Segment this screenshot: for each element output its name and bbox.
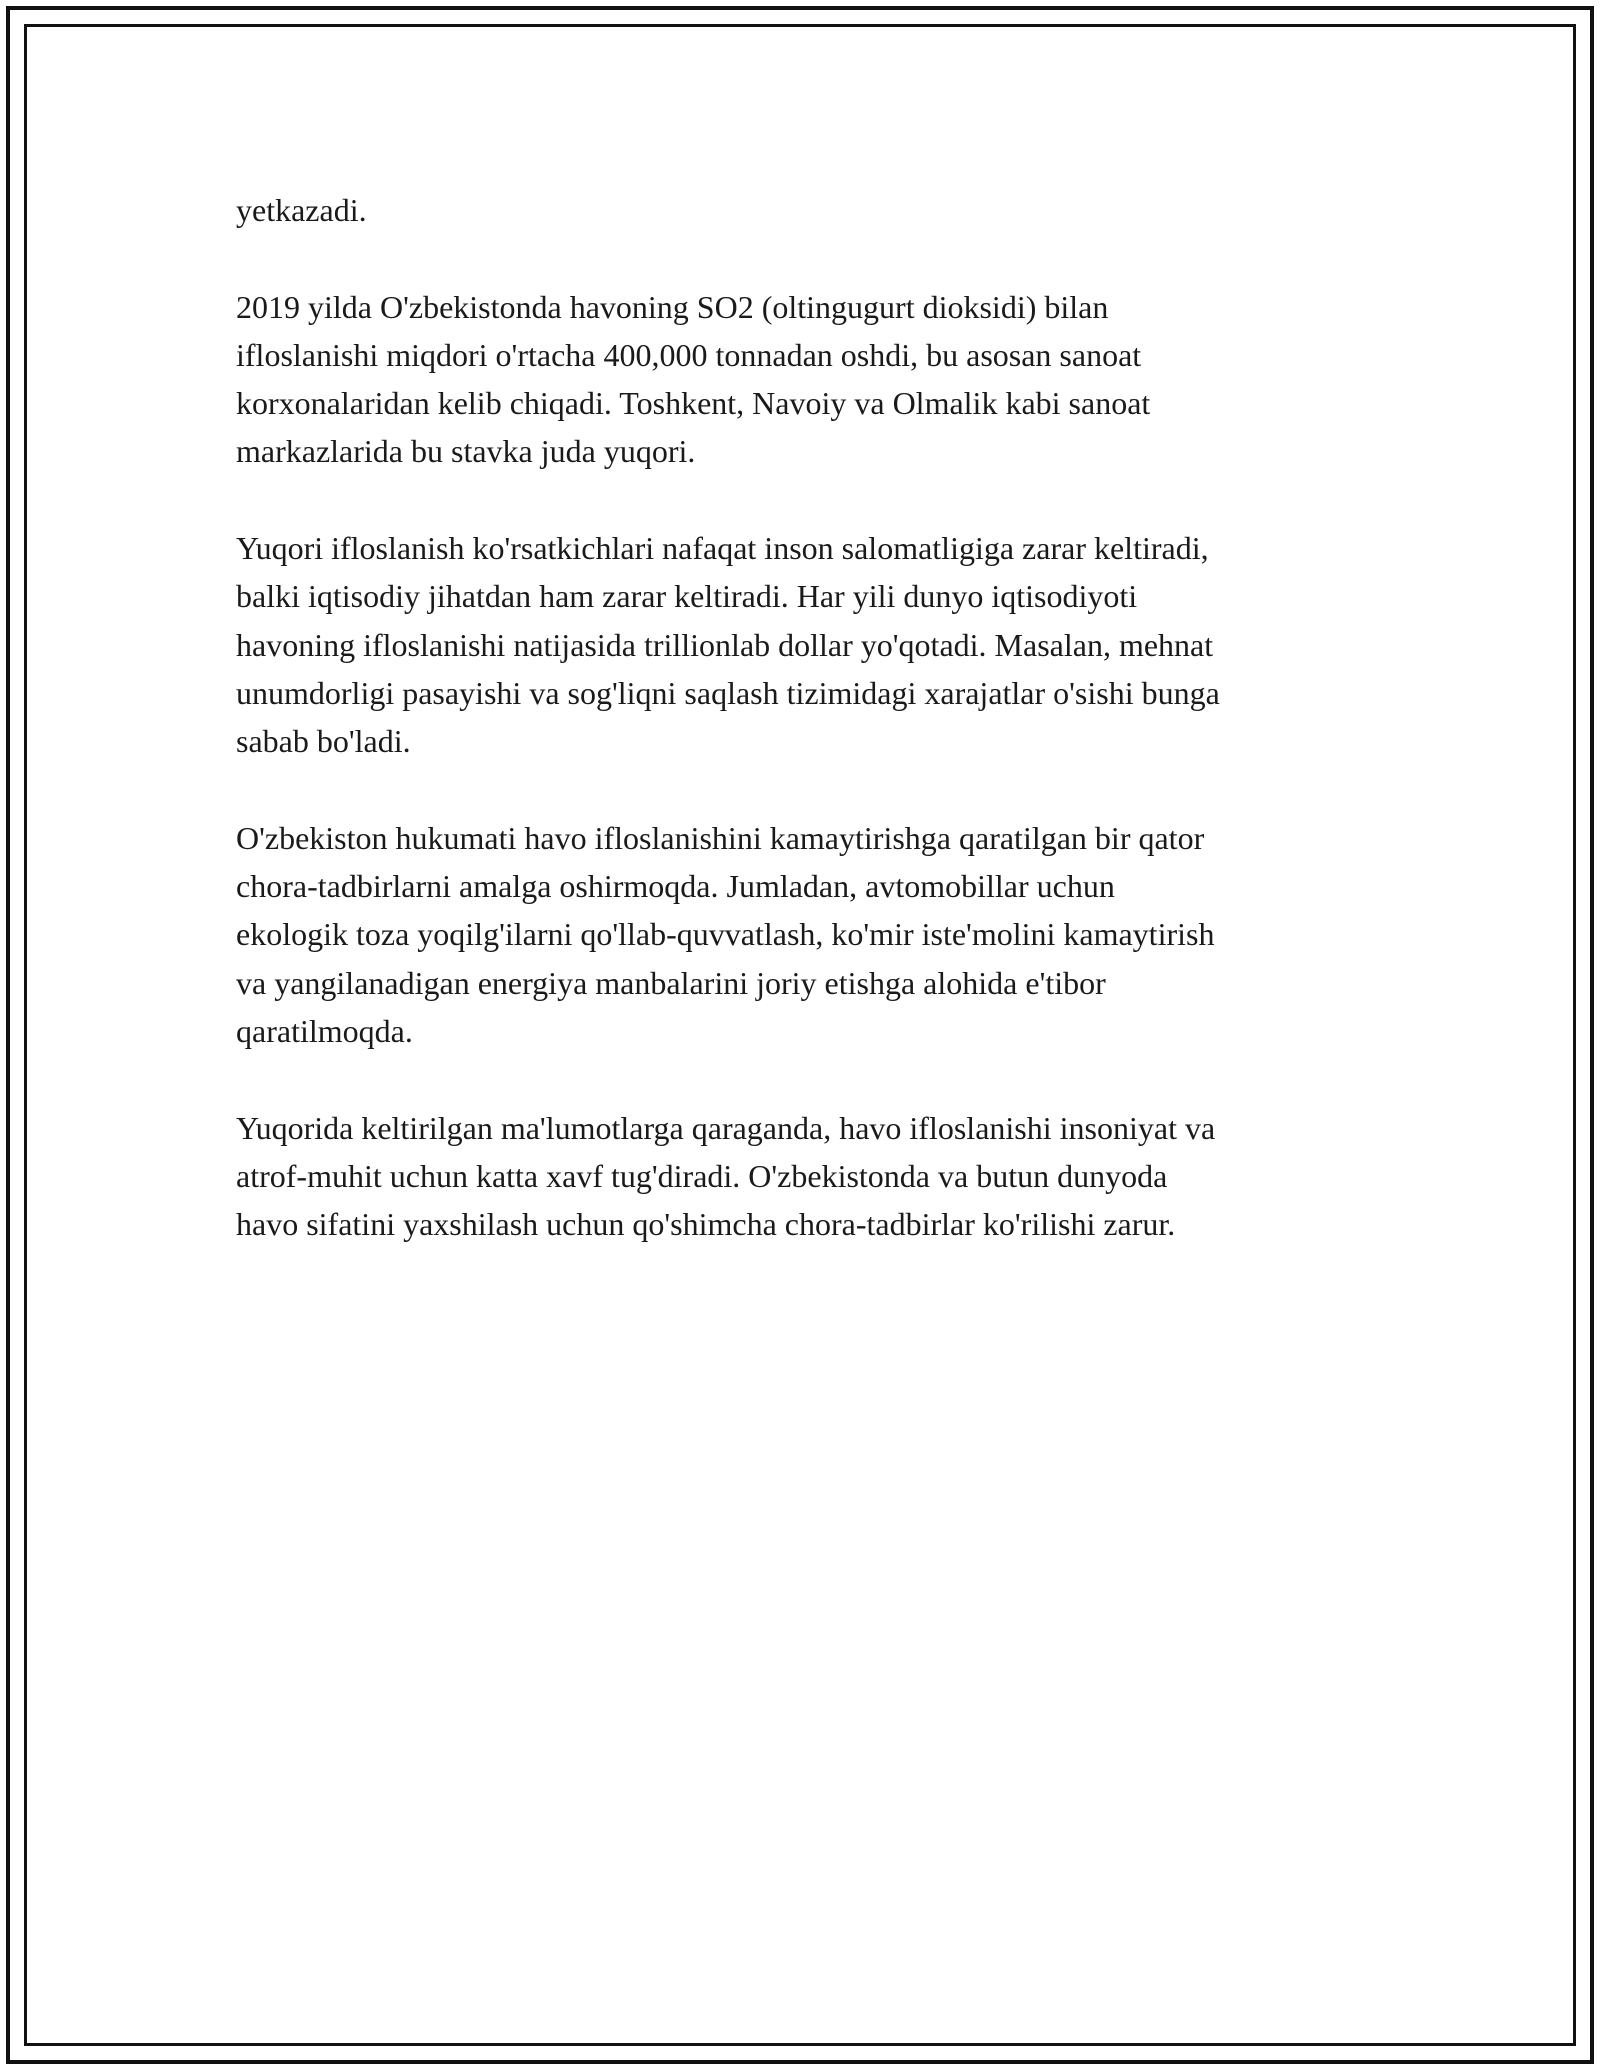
paragraph-continuation: yetkazadi. <box>236 192 367 228</box>
paragraph-so2-pollution: 2019 yilda O'zbekistonda havoning SO2 (oltingugurt dioksidi) bilan ifloslanishi miqdori o'rtacha 400,000 tonnadan oshdi, bu asosan sanoat korxonalaridan kelib chiqadi. Toshkent, Navoiy va Olmalik kabi sanoat markazlarida bu stavka juda yuqori. <box>236 288 1151 470</box>
document-body <box>236 186 1396 1297</box>
paragraph-government-measures: O'zbekiston hukumati havo ifloslanishini kamaytirishga qaratilgan bir qator chora-tadbirlarni amalga oshirmoqda. Jumladan, avtomobillar uchun ekologik toza yoqilg'ilarni qo'llab-quvvatlash, ko'mir iste'molini kamaytirish va yangilanadigan energiya manbalarini joriy etishga alohida e'tibor qaratilmoqda. <box>236 819 1215 1050</box>
paragraph-conclusion: Yuqorida keltirilgan ma'lumotlarga qaraganda, havo ifloslanishi insoniyat va atrof-muhit uchun katta xavf tug'diradi. O'zbekistonda va butun dunyoda havo sifatini yaxshilash uchun qo'shimcha chora-tadbirlar ko'rilishi zarur. <box>236 1109 1216 1243</box>
paragraph-economic-damage: Yuqori ifloslanish ko'rsatkichlari nafaqat inson salomatligiga zarar keltiradi, balki iqtisodiy jihatdan ham zarar keltiradi. Har yili dunyo iqtisodiyoti havoning ifloslanishi natijasida trillionlab dollar yo'qotadi. Masalan, mehnat unumdorligi pasayishi va sog'liqni saqlash tizimidagi xarajatlar o'sishi bunga sabab bo'ladi. <box>236 530 1220 760</box>
